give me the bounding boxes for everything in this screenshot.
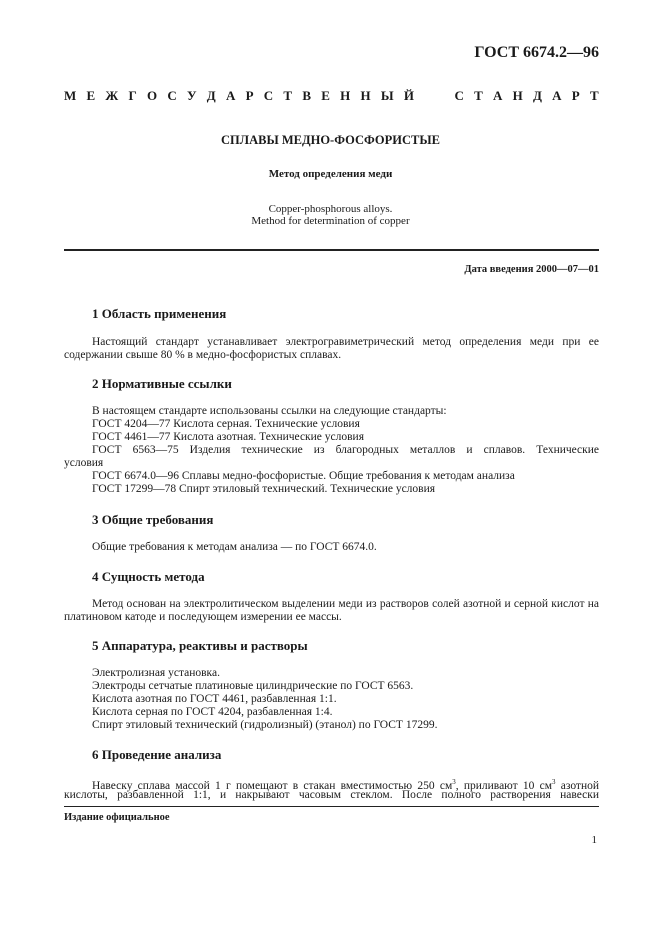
header-title-word-2-letter: Р [571,88,580,103]
header-title-word-1-letter: А [225,88,236,103]
header-title-word-2-letter: А [552,88,562,103]
header-title-word-2-letter: А [492,88,503,103]
section-6-heading: 6 Проведение анализа [92,747,222,762]
header-title-word-2-letter: Н [512,88,523,103]
section-1-text: Настоящий стандарт устанавливает электрогравиметрический метод определения меди при ее содержании свыше 80 % в медно-фосфористых сплавах. [64,336,599,361]
introduction-date: Дата введения 2000—07—01 [464,264,599,275]
section-6-text-line-2: кислоты, разбавленной 1:1, и накрывают часовым стеклом. После полного растворения навески [64,789,599,801]
header-title-word-1-letter: Е [321,88,330,103]
header-title-word-2-letter: С [454,88,464,103]
section-2-heading: 2 Нормативные ссылки [92,376,232,391]
header-title-word-1-letter: Н [340,88,351,103]
header-title-word-1-letter: Р [245,88,254,103]
equipment-item-3: Кислота азотная по ГОСТ 4461, разбавленная 1:1. [92,693,337,705]
header-title-word-1-letter: В [302,88,311,103]
header-title-word-1-letter: Ы [380,88,394,103]
document-subtitle: Метод определения меди [268,168,393,180]
reference-gost-17299: ГОСТ 17299—78 Спирт этиловый технический. Технические условия [92,483,436,495]
section-6-text-part-1: Навеску сплава массой 1 г помещают в стакан вместимостью 250 см [92,779,453,792]
header-title-word-1-letter: У [187,88,197,103]
section-6-text-part-2: , приливают 10 см [455,779,552,792]
reference-gost-4461: ГОСТ 4461—77 Кислота азотная. Технические условия [92,431,364,443]
header-title-word-1-letter: Д [206,88,216,103]
reference-gost-6674-0: ГОСТ 6674.0—96 Сплавы медно-фосфористые. Общие требования к методам анализа [92,470,515,482]
section-2-intro: В настоящем стандарте использованы ссылки на следующие стандарты: [92,405,447,417]
header-title-word-1-letter: С [167,88,177,103]
section-3-text: Общие требования к методам анализа — по ГОСТ 6674.0. [92,541,377,553]
header-title-word-1-letter: М [64,88,77,103]
section-4-text: Метод основан на электролитическом выделении меди из растворов солей азотной и серной кислот на платиновом катоде и последующем измерении ее массы. [64,598,599,623]
section-4-heading: 4 Сущность метода [92,569,205,584]
standard-number: ГОСТ 6674.2—96 [474,44,599,61]
reference-gost-4204: ГОСТ 4204—77 Кислота серная. Технические условия [92,418,360,430]
english-title-line-1: Copper-phosphorous alloys. [268,203,393,215]
footer-divider [64,806,599,807]
header-title-word-1-letter: Т [283,88,293,103]
header-title-word-1-letter: Г [128,88,137,103]
section-6-text-part-3: азотной [555,779,599,792]
header-title-word-2-letter: Т [589,88,599,103]
header-title-word-2-letter: Т [474,88,483,103]
section-5-heading: 5 Аппаратура, реактивы и растворы [92,638,308,653]
header-title-word-1-letter: Й [403,88,414,103]
section-3-heading: 3 Общие требования [92,512,214,527]
official-edition-label: Издание официальное [64,812,170,823]
superscript-3: 3 [552,778,556,786]
header-title [64,88,599,104]
equipment-item-1: Электролизная установка. [92,667,220,679]
reference-gost-6563-continued: условия [64,457,104,469]
english-title-line-2: Method for determination of copper [251,215,410,227]
header-title-word-1-letter: Е [86,88,96,103]
reference-gost-6563: ГОСТ 6563—75 Изделия технические из благородных металлов и сплавов. Технические [92,444,599,456]
equipment-item-4: Кислота серная по ГОСТ 4204, разбавленная 1:4. [92,706,333,718]
document-title: СПЛАВЫ МЕДНО-ФОСФОРИСТЫЕ [221,133,440,147]
superscript-3: 3 [452,778,456,786]
equipment-item-2: Электроды сетчатые платиновые цилиндрические по ГОСТ 6563. [92,680,414,692]
header-title-spacer [424,88,444,104]
header-title-word-1-letter: С [263,88,274,103]
top-divider [64,249,599,251]
header-title-word-1-letter: Н [360,88,371,103]
header-title-word-1-letter: Ж [105,88,119,103]
section-1-heading: 1 Область применения [92,306,227,321]
page-number: 1 [591,834,597,846]
header-title-word-1-letter: О [147,88,158,103]
header-title-word-2-letter: Д [532,88,542,103]
equipment-item-5: Спирт этиловый технический (гидролизный) (этанол) по ГОСТ 17299. [92,719,438,731]
